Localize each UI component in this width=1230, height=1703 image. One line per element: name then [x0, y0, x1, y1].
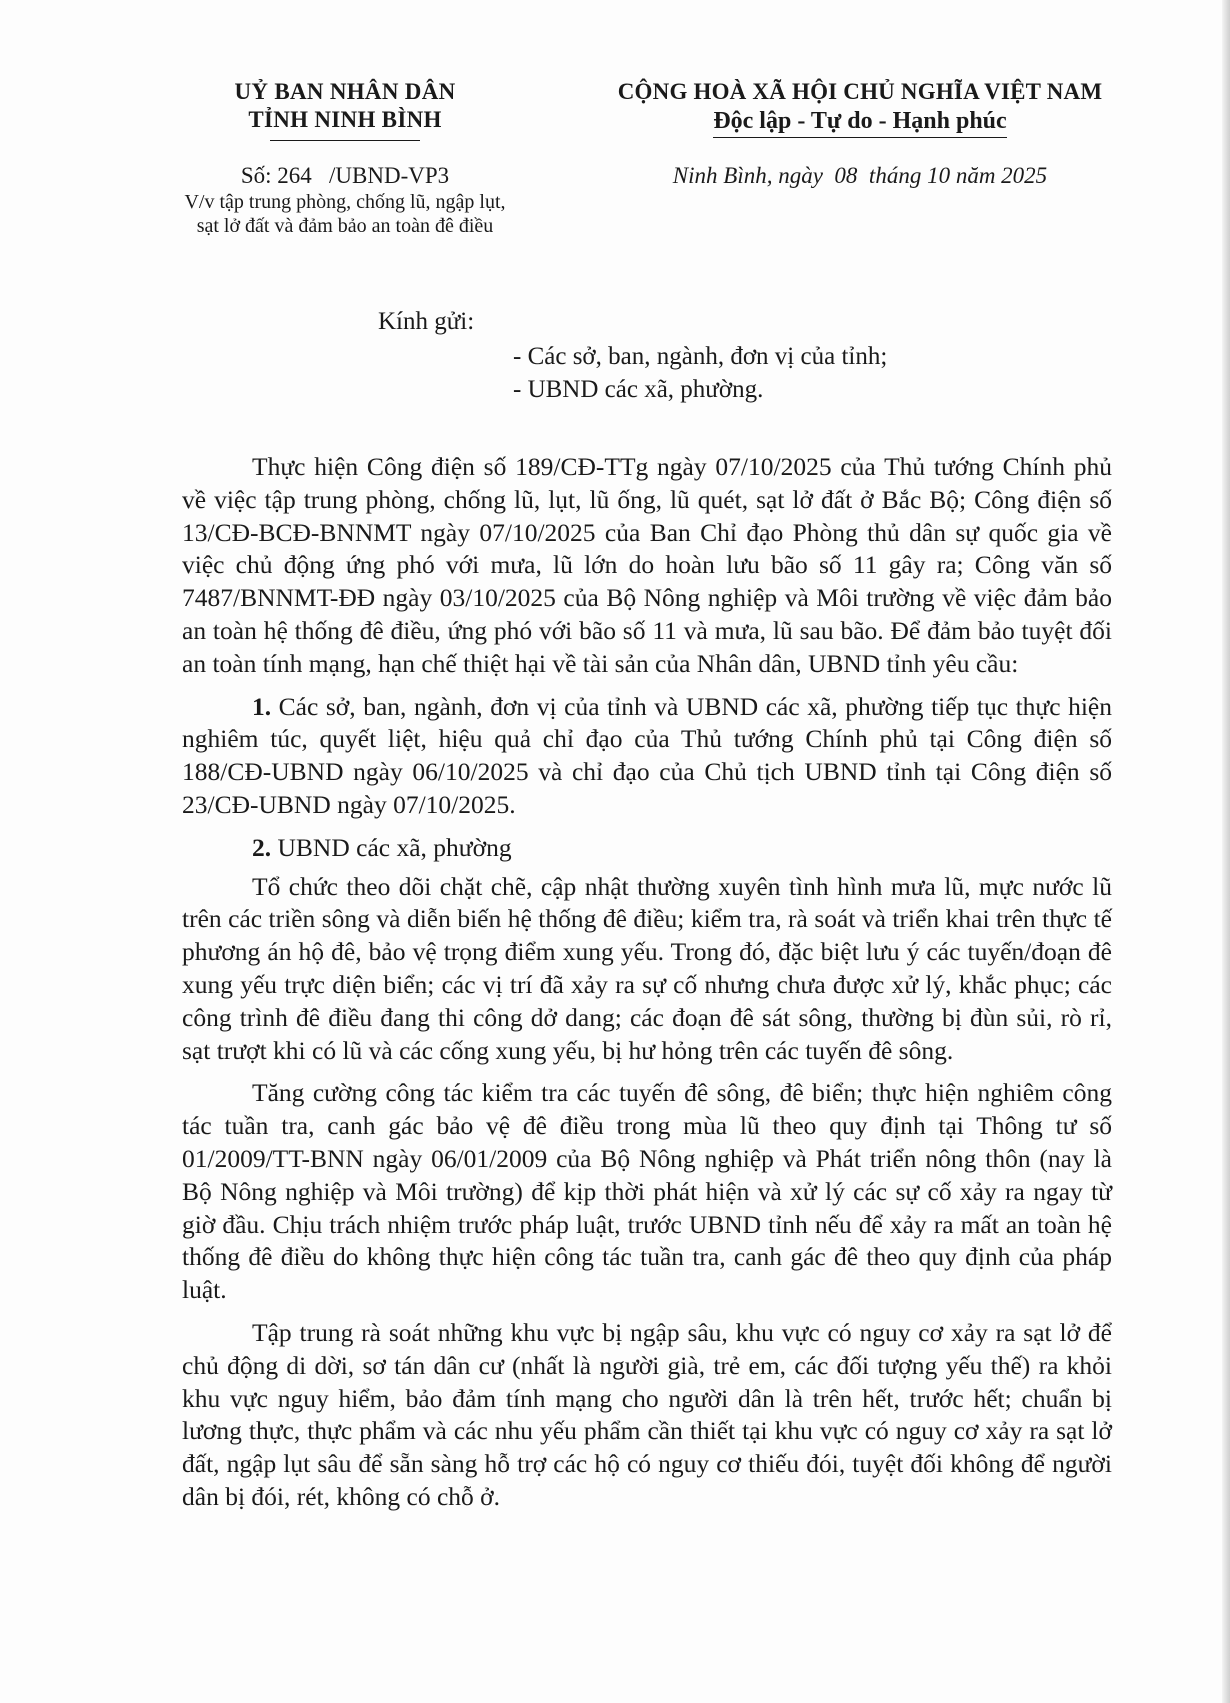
- recipient-item: - Các sở, ban, ngành, đơn vị của tỉnh;: [513, 343, 888, 370]
- authority-divider: [270, 140, 420, 141]
- subject-line2: sạt lở đất và đảm bảo an toàn đê điều: [196, 215, 494, 237]
- document-subject: [140, 190, 550, 238]
- issuing-authority: [150, 78, 540, 141]
- item-1-paragraph: [182, 691, 1112, 822]
- subject-line1: V/v tập trung phòng, chống lũ, ngập lụt,: [184, 191, 506, 213]
- paragraph-evacuation: Tập trung rà soát những khu vực bị ngập sâu, khu vực có nguy cơ xảy ra sạt lở để chủ động di dời, sơ tán dân cư (nhất là người già, trẻ em, các đối tượng yếu thế) ra khỏi khu vực nguy hiểm, bảo đảm tính mạng cho người dân là trên hết, trước hết; chuẩn bị lương thực, thực phẩm và các nhu yếu phẩm cần thiết tại khu vực có nguy cơ xảy ra sạt lở đất, ngập lụt sâu để sẵn sàng hỗ trợ các hộ có nguy cơ thiếu đói, tuyệt đối không để người dân bị đói, rét, không có chỗ ở.: [182, 1317, 1112, 1511]
- page-edge-shadow: [1222, 0, 1230, 1703]
- national-motto: Độc lập - Tự do - Hạnh phúc: [713, 106, 1006, 138]
- document-body: [182, 451, 1112, 1524]
- document-date: Ninh Bình, ngày 08 tháng 10 năm 2025: [672, 163, 1048, 188]
- intro-paragraph: Thực hiện Công điện số 189/CĐ-TTg ngày 07/10/2025 của Thủ tướng Chính phủ về việc tập trung phòng, chống lũ, lụt, lũ ống, lũ quét, sạt lở đất ở Bắc Bộ; Công điện số 13/CĐ-BCĐ-BNNMT ngày 07/10/2025 của Ban Chỉ đạo Phòng thủ dân sự quốc gia về việc chủ động ứng phó với mưa, lũ lớn do hoàn lưu bão số 11 gây ra; Công văn số 7487/BNNMT-ĐĐ ngày 03/10/2025 của Bộ Nông nghiệp và Môi trường về việc đảm bảo an toàn hệ thống đê điều, ứng phó với bão số 11 và mưa, lũ sau bão. Để đảm bảo tuyệt đối an toàn tính mạng, hạn chế thiệt hại về tài sản của Nhân dân, UBND tỉnh yêu cầu:: [182, 452, 1112, 678]
- salutation-label: Kính gửi:: [378, 308, 475, 335]
- item-2-heading: [182, 832, 1112, 865]
- document-number: Số: 264 /UBND-VP3: [240, 163, 450, 188]
- authority-name-line2: TỈNH NINH BÌNH: [248, 107, 442, 132]
- item-2-number: 2.: [252, 832, 272, 862]
- item-2-title: UBND các xã, phường: [271, 832, 512, 862]
- recipient-list: [513, 340, 887, 406]
- item-1-text: Các sở, ban, ngành, đơn vị của tỉnh và UBND các xã, phường tiếp tục thực hiện nghiêm túc, quyết liệt, hiệu quả chỉ đạo của Thủ tướng Chính phủ tại Công điện số 188/CĐ-UBND ngày 06/10/2025 và chỉ đạo của Chủ tịch UBND tỉnh tại Công điện số 23/CĐ-UBND ngày 07/10/2025.: [182, 691, 1112, 819]
- national-header: [560, 78, 1160, 138]
- item-1-number: 1.: [252, 691, 272, 721]
- recipient-item: - UBND các xã, phường.: [513, 376, 764, 403]
- nation-title: CỘNG HOÀ XÃ HỘI CHỦ NGHĨA VIỆT NAM: [617, 79, 1103, 104]
- paragraph-inspection: Tăng cường công tác kiểm tra các tuyến đê sông, đê biển; thực hiện nghiêm công tác tuần tra, canh gác bảo vệ đê điều trong mùa lũ theo quy định tại Thông tư số 01/2009/TT-BNN ngày 06/01/2009 của Bộ Nông nghiệp và Phát triển nông thôn (nay là Bộ Nông nghiệp và Môi trường) để kịp thời phát hiện và xử lý các sự cố xảy ra ngay từ giờ đầu. Chịu trách nhiệm trước pháp luật, trước UBND tỉnh nếu để xảy ra mất an toàn hệ thống đê điều do không thực hiện công tác tuần tra, canh gác đê theo quy định của pháp luật.: [182, 1078, 1112, 1305]
- authority-name-line1: UỶ BAN NHÂN DÂN: [234, 79, 456, 104]
- paragraph-monitoring: Tổ chức theo dõi chặt chẽ, cập nhật thường xuyên tình hình mưa lũ, mực nước lũ trên các triền sông và diễn biến hệ thống đê điều; kiểm tra, rà soát và triển khai trên thực tế phương án hộ đê, bảo vệ trọng điểm xung yếu. Trong đó, đặc biệt lưu ý các tuyến/đoạn đê xung yếu trực diện biển; các vị trí đã xảy ra sự cố nhưng chưa được xử lý, khắc phục; các công trình đê điều đang thi công dở dang; các đoạn đê sát sông, thường bị đùn sủi, rò rỉ, sạt trượt khi có lũ và các cống xung yếu, bị hư hỏng trên các tuyến đê sông.: [182, 871, 1112, 1065]
